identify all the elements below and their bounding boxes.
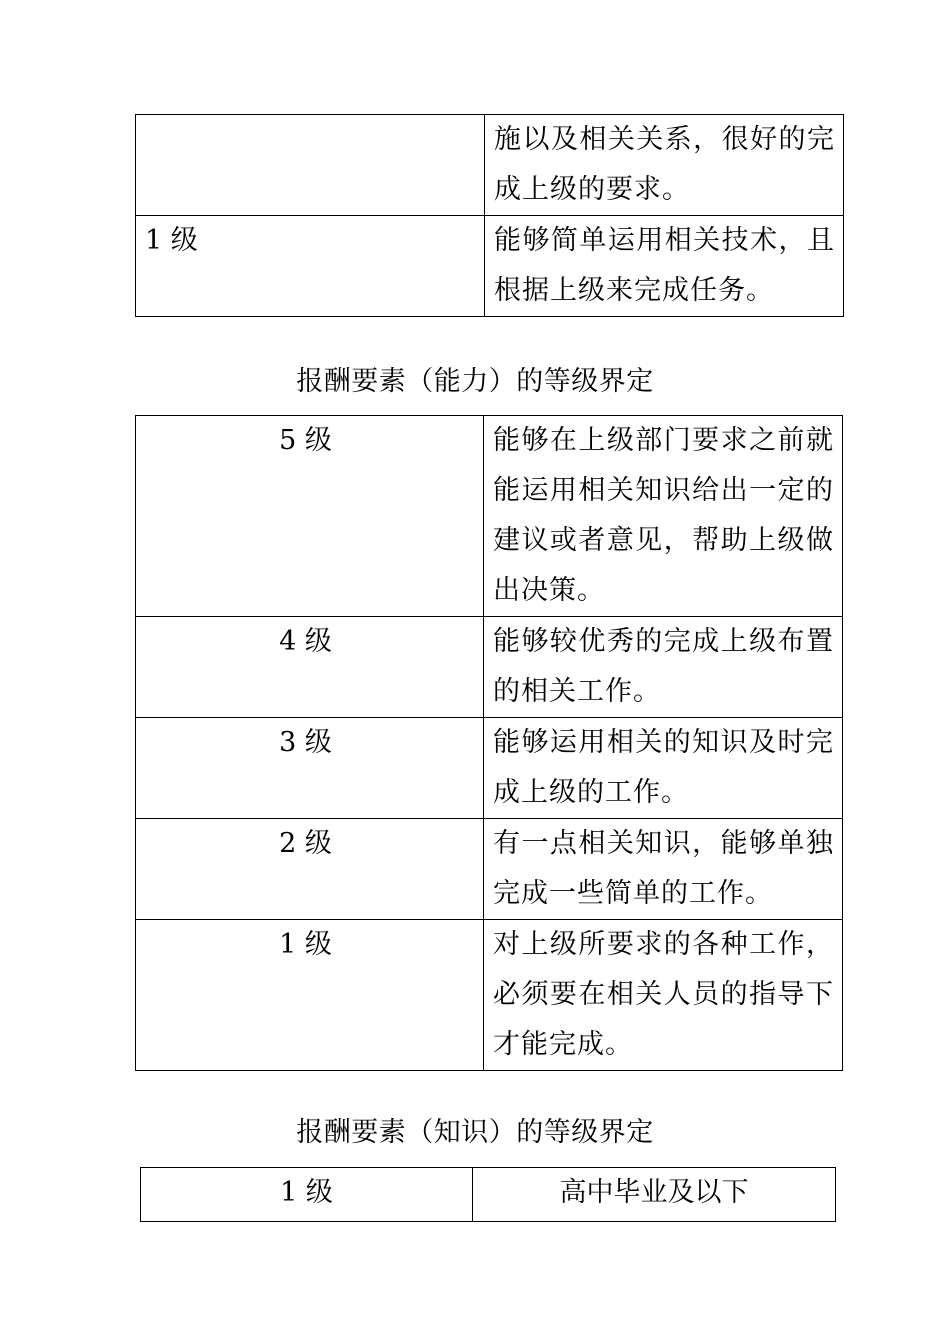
- description-cell: 能够在上级部门要求之前就能运用相关知识给出一定的建议或者意见，帮助上级做出决策。: [484, 416, 843, 617]
- table-row: [136, 416, 843, 617]
- continued-level-table: [135, 114, 844, 317]
- description-cell: 对上级所要求的各种工作，必须要在相关人员的指导下才能完成。: [484, 920, 843, 1071]
- level-cell: 3 级: [136, 718, 484, 819]
- table-row: [136, 920, 843, 1071]
- table-row: [136, 819, 843, 920]
- description-cell: 有一点相关知识，能够单独完成一些简单的工作。: [484, 819, 843, 920]
- knowledge-level-table: [140, 1167, 836, 1222]
- table-row: [141, 1168, 836, 1222]
- table-row: [136, 115, 844, 216]
- level-cell: 5 级: [136, 416, 484, 617]
- knowledge-section-title: 报酬要素（知识）的等级界定: [296, 1117, 654, 1148]
- level-cell: 4 级: [136, 617, 484, 718]
- table-row: [136, 617, 843, 718]
- description-cell: 能够运用相关的知识及时完成上级的工作。: [484, 718, 843, 819]
- level-cell: 2 级: [136, 819, 484, 920]
- description-cell: 能够简单运用相关技术，且根据上级来完成任务。: [485, 216, 844, 317]
- description-cell: 能够较优秀的完成上级布置的相关工作。: [484, 617, 843, 718]
- table-row: [136, 216, 844, 317]
- level-cell: 1 级: [141, 1168, 473, 1222]
- level-cell: 1 级: [136, 216, 485, 317]
- table-row: [136, 718, 843, 819]
- level-cell: [136, 115, 485, 216]
- description-cell: 施以及相关关系，很好的完成上级的要求。: [485, 115, 844, 216]
- ability-section-title: 报酬要素（能力）的等级界定: [296, 366, 654, 397]
- level-cell: 1 级: [136, 920, 484, 1071]
- description-cell: 高中毕业及以下: [473, 1168, 836, 1222]
- ability-level-table: [135, 415, 843, 1071]
